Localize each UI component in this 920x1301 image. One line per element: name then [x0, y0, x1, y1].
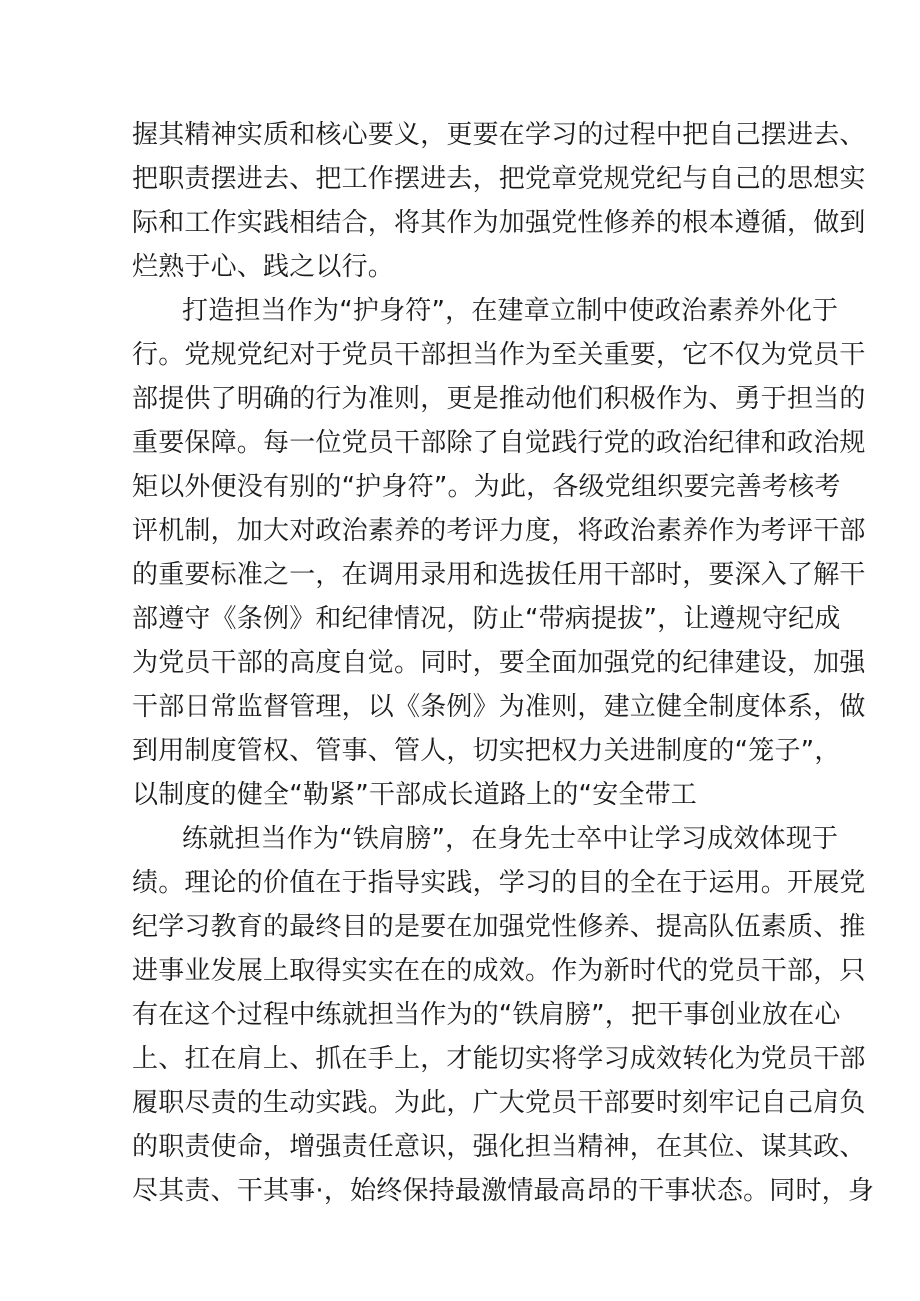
text-line: 上、扛在肩上、抓在手上，才能切实将学习成效转化为党员干部	[132, 1044, 866, 1074]
text-line: 到用制度管权、管事、管人，切实把权力关进制度的“笼子”，	[132, 736, 841, 766]
text-line: 尽其责、干其事·，始终保持最激情最高昂的干事状态。同时，身	[132, 1176, 875, 1206]
text-line: 履职尽责的生动实践。为此，广大党员干部要时刻牢记自己肩负	[132, 1088, 866, 1118]
text-line: 评机制，加大对政治素养的考评力度，将政治素养作为考评干部	[132, 516, 866, 546]
text-line: 行。党规党纪对于党员干部担当作为至关重要，它不仅为党员干	[132, 340, 866, 370]
text-line: 干部日常监督管理，以《条例》为准则，建立健全制度体系，做	[132, 692, 866, 722]
paragraph-start-line: 打造担当作为“护身符”，在建章立制中使政治素养外化于	[182, 296, 839, 326]
text-line: 握其精神实质和核心要义，更要在学习的过程中把自己摆进去、	[132, 120, 866, 150]
text-line: 进事业发展上取得实实在在的成效。作为新时代的党员干部，只	[132, 956, 866, 986]
text-line: 的重要标准之一，在调用录用和选拔任用干部时，要深入了解干	[132, 560, 866, 590]
text-line: 的职责使命，增强责任意识，强化担当精神，在其位、谋其政、	[132, 1132, 866, 1162]
text-line: 把职责摆进去、把工作摆进去，把党章党规党纪与自己的思想实	[132, 164, 866, 194]
text-line: 有在这个过程中练就担当作为的“铁肩膀”，把干事创业放在心	[132, 1000, 841, 1030]
text-line: 重要保障。每一位党员干部除了自觉践行党的政治纪律和政治规	[132, 428, 866, 458]
paragraph-start-line: 练就担当作为“铁肩膀”，在身先士卒中让学习成效体现于	[182, 824, 839, 854]
text-line: 为党员干部的高度自觉。同时，要全面加强党的纪律建设，加强	[132, 648, 866, 678]
text-line: 际和工作实践相结合，将其作为加强党性修养的根本遵循，做到	[132, 208, 866, 238]
text-line: 纪学习教育的最终目的是要在加强党性修养、提高队伍素质、推	[132, 912, 866, 942]
text-line: 绩。理论的价值在于指导实践，学习的目的全在于运用。开展党	[132, 868, 866, 898]
text-line: 以制度的健全“勒紧”干部成长道路上的“安全带工	[132, 780, 698, 810]
text-line: 烂熟于心、践之以行。	[132, 252, 395, 282]
text-line: 部遵守《条例》和纪律情况，防止“带病提拔”，让遵规守纪成	[132, 604, 841, 634]
text-line: 矩以外便没有别的“护身符”。为此，各级党组织要完善考核考	[132, 472, 841, 502]
text-line: 部提供了明确的行为准则，更是推动他们积极作为、勇于担当的	[132, 384, 866, 414]
